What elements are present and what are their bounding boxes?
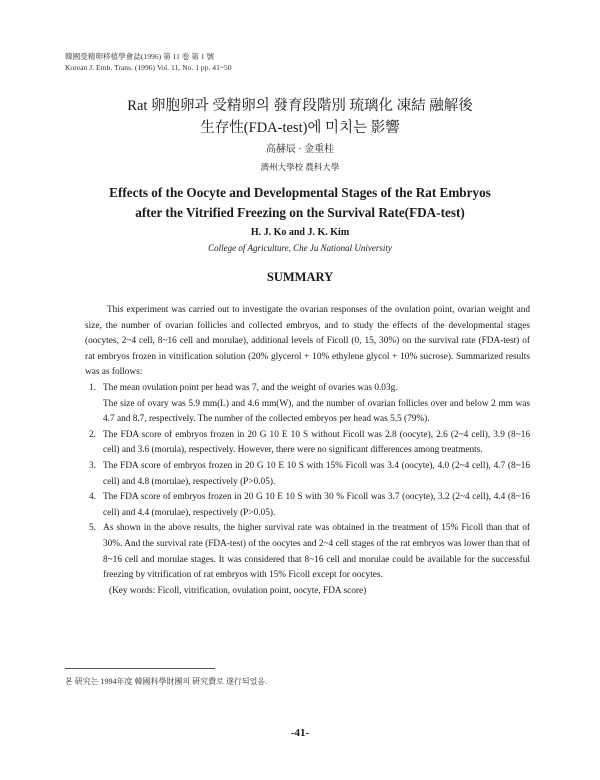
funding-footnote: 본 研究는 1994年度 韓國科學財團의 硏究費로 遂行되었음. <box>65 677 268 686</box>
page-number: -41- <box>290 727 310 739</box>
item-number: 2. <box>89 429 96 440</box>
korean-title <box>0 95 600 139</box>
korean-authors: 高赫辰 · 金重桂 <box>265 144 335 155</box>
item-subtext: The size of ovary was 5.9 mm(L) and 4.6 mm(W), and the number of ovarian follicles over and below 2 mm was 4.7 and 8.7, respectively. The number of the collected embryos per head was 5.5 (79%). <box>103 398 530 425</box>
korean-title-line1: Rat 卵胞卵과 受精卵의 發育段階別 琉璃化 凍結 融解後 <box>127 98 473 114</box>
list-item <box>89 490 530 521</box>
summary-heading: SUMMARY <box>266 270 334 284</box>
list-item <box>89 428 530 459</box>
journal-header <box>65 51 232 73</box>
list-item <box>89 521 530 583</box>
summary-intro: This experiment was carried out to investigate the ovarian responses of the ovulation point, ovarian weight and size, the number of ovarian follicles and collected embryos, and to study the effects of the developmental stages (oocytes, 2~4 cell, 8~16 cell and morulae), additional levels of Ficoll (0, 15, 30%) on the survival rate (FDA-test) of rat embryos frozen in vitrification solution (20% glycerol + 10% ethylene glycol + 10% sucrose). Summarized results was as follows: <box>85 305 530 378</box>
item-number: 5. <box>89 523 96 534</box>
item-text: The FDA score of embryos frozen in 20 G 10 E 10 S with 30 % Ficoll was 3.7 (oocyte), 3.2 (2~4 cell), 4.4 (8~16 cell) and 4.4 (morulae), respectively (P>0.05). <box>103 492 530 518</box>
journal-header-korean: 韓國受精卵移植學會誌(1996) 第 11 卷 第 1 號 <box>65 52 215 61</box>
keywords: (Key words: Ficoll, vitrification, ovulation point, oocyte, FDA score) <box>109 585 367 596</box>
footnote-divider <box>65 668 215 669</box>
item-number: 3. <box>89 460 96 471</box>
item-text: As shown in the above results, the higher survival rate was obtained in the treatment of 15% Ficoll than that of 30%. And the survival rate (FDA-test) of the oocytes and 2~4 cell stages of the rat embryos was lower than that of 8~16 cell and morulae stages. It was considered that 8~16 cell and morulae could be available for the successful freezing by vitrification of rat embryos with 15% Ficoll except for oocytes. <box>103 523 530 581</box>
korean-title-line2: 生存性(FDA-test)에 미치는 影響 <box>200 120 400 136</box>
english-affiliation: College of Agriculture, Che Ju National University <box>208 243 392 253</box>
journal-header-english: Korean J. Emb. Trans. (1996) Vol. 11, No. 1 pp. 41~50 <box>65 63 232 72</box>
results-list <box>85 381 530 584</box>
summary-body <box>85 303 530 599</box>
english-title <box>0 183 600 223</box>
list-item <box>89 459 530 490</box>
list-item <box>89 381 530 428</box>
korean-affiliation: 濟州大學校 農科大學 <box>260 162 340 172</box>
item-number: 4. <box>89 492 96 503</box>
english-title-line1: Effects of the Oocyte and Developmental Stages of the Rat Embryos <box>109 185 491 200</box>
item-text: The mean ovulation point per head was 7, and the weight of ovaries was 0.03g. <box>103 382 398 393</box>
english-title-line2: after the Vitrified Freezing on the Survival Rate(FDA-test) <box>135 205 465 220</box>
english-authors: H. J. Ko and J. K. Kim <box>250 227 350 238</box>
item-text: The FDA score of embryos frozen in 20 G 10 E 10 S with 15% Ficoll was 3.4 (oocyte), 4.0 (2~4 cell), 4.7 (8~16 cell) and 4.8 (morulae), respectively (P>0.05). <box>103 460 530 487</box>
item-number: 1. <box>89 382 96 393</box>
item-text: The FDA score of embryos frozen in 20 G 10 E 10 S without Ficoll was 2.8 (oocyte), 2.6 (2~4 cell), 3.9 (8~16 cell) and 3.6 (morula), respectively. However, there were no significant differences among treatments. <box>103 429 530 456</box>
